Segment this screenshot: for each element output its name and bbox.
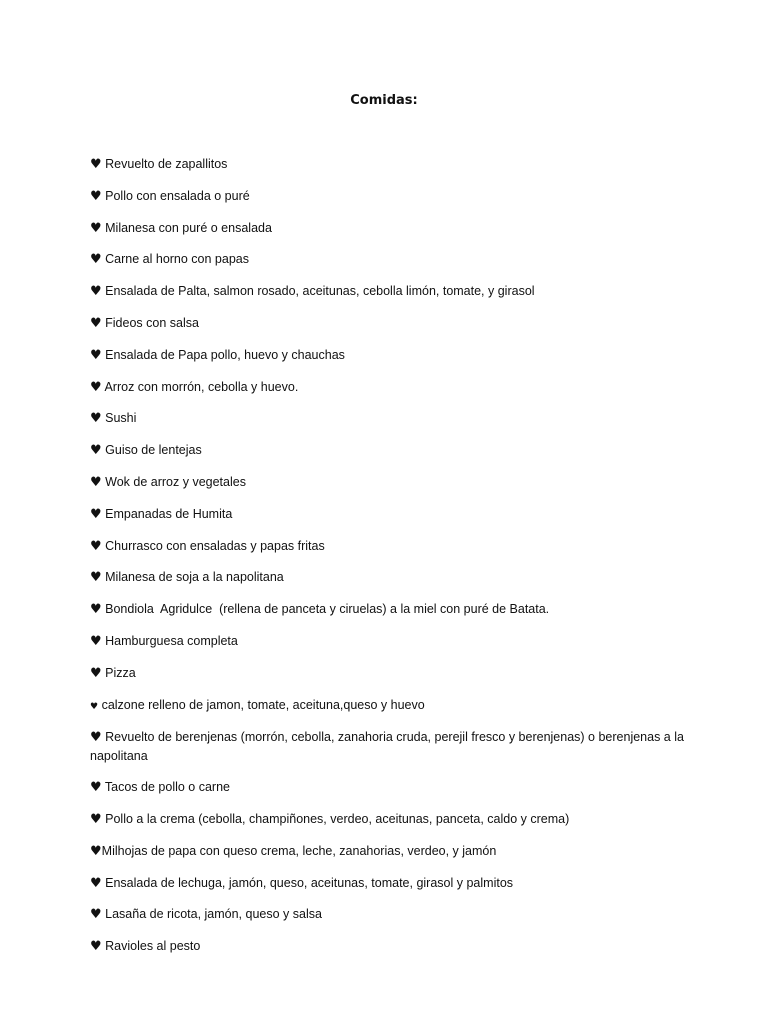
list-item bbox=[90, 155, 690, 174]
list-item-text: calzone relleno de jamon, tomate, aceituna,queso y huevo bbox=[101, 697, 425, 712]
heart-icon: ♥ bbox=[90, 188, 102, 204]
heart-icon: ♥ bbox=[90, 315, 102, 331]
list-item-text: Revuelto de zapallitos bbox=[105, 157, 228, 171]
list-item-text: Churrasco con ensaladas y papas fritas bbox=[105, 538, 325, 553]
list-item-text: Sushi bbox=[105, 411, 137, 426]
list-item-text: Pollo a la crema (cebolla, champiñones, verdeo, aceitunas, panceta, caldo y crema) bbox=[105, 811, 570, 826]
list-item-text: Pollo con ensalada o puré bbox=[105, 188, 250, 203]
list-item bbox=[90, 937, 690, 956]
list-item bbox=[90, 664, 690, 683]
heart-icon: ♥ bbox=[90, 602, 102, 618]
list-item bbox=[90, 632, 690, 651]
list-item bbox=[90, 187, 690, 206]
list-item-text: Guiso de lentejas bbox=[105, 443, 202, 458]
list-item bbox=[90, 810, 690, 829]
list-item bbox=[90, 874, 690, 893]
list-item bbox=[90, 378, 690, 397]
heart-icon: ♥ bbox=[90, 875, 102, 891]
heart-icon: ♥ bbox=[90, 939, 102, 955]
list-item-text: Empanadas de Humita bbox=[105, 506, 233, 521]
heart-icon: ♥ bbox=[90, 633, 102, 649]
list-item bbox=[90, 441, 690, 460]
list-item bbox=[90, 905, 690, 924]
heart-icon: ♥ bbox=[90, 843, 102, 859]
heart-icon: ♥ bbox=[90, 157, 102, 172]
list-item-text: Fideos con salsa bbox=[105, 315, 199, 330]
list-item-text: Revuelto de berenjenas (morrón, cebolla, zanahoria cruda, perejil fresco y berenjenas) o berenjenas a la napolitana bbox=[90, 730, 684, 764]
page-title: Comidas: bbox=[350, 93, 418, 108]
heart-icon: ♥ bbox=[90, 811, 102, 827]
list-item-text: Carne al horno con papas bbox=[105, 252, 249, 267]
list-item bbox=[90, 409, 690, 428]
heart-icon: ♥ bbox=[90, 411, 102, 427]
list-item-text: Ensalada de lechuga, jamón, queso, aceitunas, tomate, girasol y palmitos bbox=[105, 875, 514, 890]
list-item-text: Milhojas de papa con queso crema, leche, zanahorias, verdeo, y jamón bbox=[101, 843, 497, 858]
list-item-text: Arroz con morrón, cebolla y huevo. bbox=[104, 379, 299, 394]
list-item bbox=[90, 842, 690, 861]
list-item-text: Tacos de pollo o carne bbox=[104, 780, 230, 795]
heart-icon: ♥ bbox=[90, 730, 102, 746]
list-item-text: Bondiola Agridulce (rellena de panceta y ciruelas) a la miel con puré de Batata. bbox=[105, 602, 550, 617]
heart-icon: ♥ bbox=[90, 506, 102, 522]
list-item bbox=[90, 600, 690, 619]
list-item bbox=[90, 346, 690, 365]
list-item bbox=[90, 778, 690, 797]
list-item-text: Ensalada de Palta, salmon rosado, aceitunas, cebolla limón, tomate, y girasol bbox=[105, 284, 535, 299]
list-item-text: Wok de arroz y vegetales bbox=[105, 474, 246, 489]
heart-icon: ♥ bbox=[90, 701, 99, 712]
list-item-text: Milanesa con puré o ensalada bbox=[105, 220, 272, 235]
heart-icon: ♥ bbox=[90, 474, 102, 490]
heart-icon: ♥ bbox=[90, 665, 102, 681]
heart-icon: ♥ bbox=[90, 780, 102, 796]
list-item bbox=[90, 728, 690, 765]
list-item bbox=[90, 568, 690, 587]
heart-icon: ♥ bbox=[90, 443, 102, 459]
heart-icon: ♥ bbox=[90, 379, 102, 395]
list-item-text: Pizza bbox=[105, 665, 136, 680]
list-item-text: Hamburguesa completa bbox=[105, 633, 238, 648]
list-item bbox=[90, 537, 690, 556]
list-item bbox=[90, 473, 690, 492]
list-item bbox=[90, 696, 690, 716]
heart-icon: ♥ bbox=[90, 252, 102, 268]
heart-icon: ♥ bbox=[90, 538, 102, 554]
heart-icon: ♥ bbox=[90, 284, 102, 300]
heart-icon: ♥ bbox=[90, 220, 102, 236]
heart-icon: ♥ bbox=[90, 570, 102, 586]
list-item-text: Lasaña de ricota, jamón, queso y salsa bbox=[105, 907, 322, 922]
heart-icon: ♥ bbox=[90, 907, 102, 923]
list-item-text: Ravioles al pesto bbox=[105, 939, 201, 954]
food-list bbox=[90, 155, 690, 969]
list-item bbox=[90, 219, 690, 238]
heart-icon: ♥ bbox=[90, 347, 102, 363]
list-item bbox=[90, 250, 690, 269]
list-item bbox=[90, 314, 690, 333]
list-item-text: Ensalada de Papa pollo, huevo y chauchas bbox=[105, 347, 345, 362]
list-item bbox=[90, 282, 690, 301]
list-item-text: Milanesa de soja a la napolitana bbox=[105, 570, 284, 585]
list-item bbox=[90, 505, 690, 524]
